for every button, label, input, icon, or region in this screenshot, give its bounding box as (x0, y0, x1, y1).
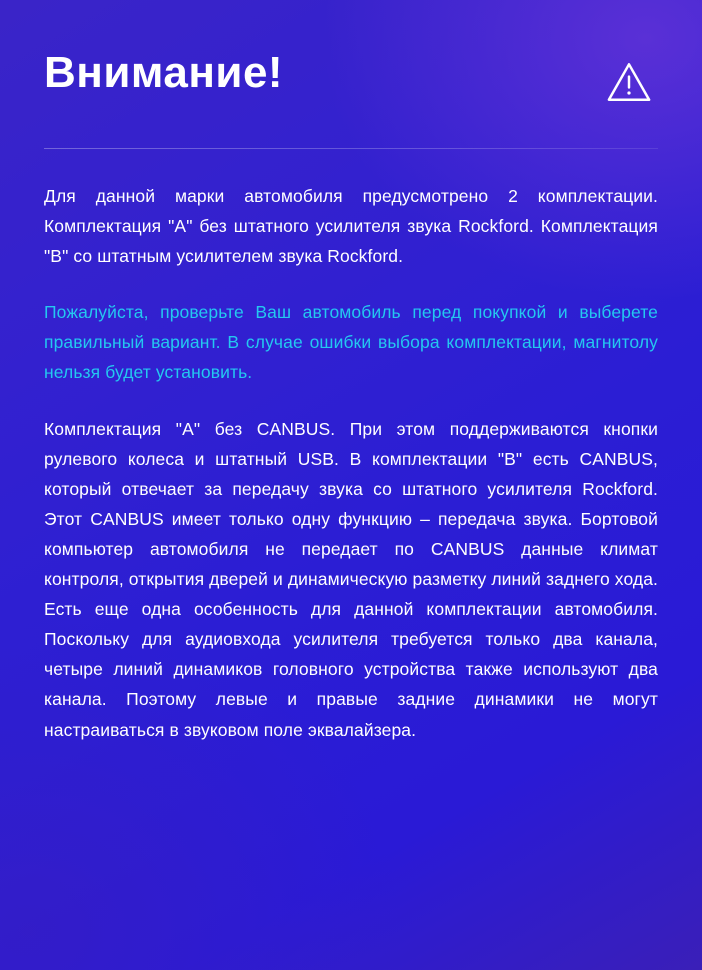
paragraph-canbus-details: Комплектация "A" без CANBUS. При этом поддерживаются кнопки рулевого колеса и штатный USB. В комплектации "B" есть CANBUS, который отвечает за передачу звука со штатного усилителя Rockford. Этот CANBUS имеет только одну функцию – передача звука. Бортовой компьютер автомобиля не передает по CANBUS данные климат контроля, открытия дверей и динамическую разметку линий заднего хода. Есть еще одна особенность для данной комплектации автомобиля. Поскольку для аудиовхода усилителя требуется только два канала, четыре линий динамиков головного устройства также используют два канала. Поэтому левые и правые задние динамики не могут настраиваться в звуковом поле эквалайзера. (44, 418, 658, 740)
paragraph-warning-check: Пожалуйста, проверьте Ваш автомобиль перед покупкой и выберете правильный вариант. В случае ошибки выбора комплектации, магнитолу нельзя будет установить. (44, 302, 658, 383)
notice-body (44, 181, 658, 745)
header-divider (44, 148, 658, 149)
page-title: Внимание! (44, 48, 284, 97)
warning-triangle-icon (606, 60, 652, 106)
page-header (44, 44, 658, 106)
paragraph-intro: Для данной марки автомобиля предусмотрено 2 комплектации. Комплектация "A" без штатного усилителя звука Rockford. Комплектация "B" со штатным усилителем звука Rockford. (44, 186, 658, 267)
